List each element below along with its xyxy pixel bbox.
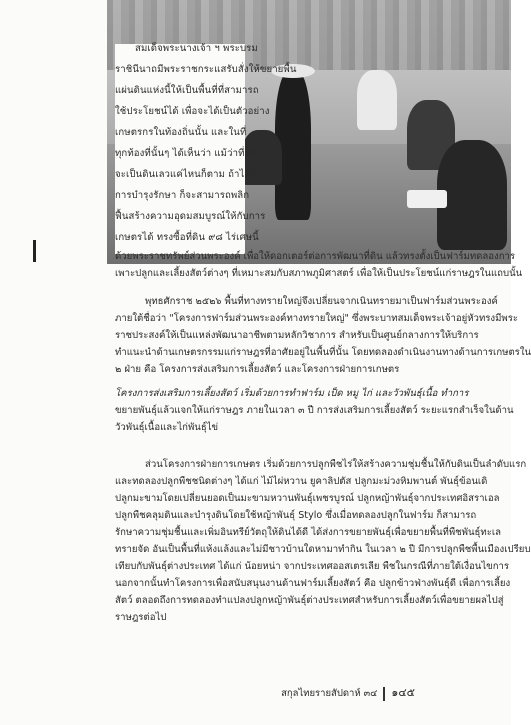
text-line: พุทธศักราช ๒๕๒๖ พื้นที่ทางทรายใหญ่จึงเปลี่ยนจากเนินทรายมาเป็นฟาร์มส่วนพระองค์ — [145, 296, 498, 307]
caption-line: ฟื้นสร้างความอุดมสมบูรณ์ให้กับการ — [115, 211, 266, 222]
text-line: เพาะปลูกและเลี้ยงสัตว์ต่างๆ ที่เหมาะสมกับสภาพภูมิศาสตร์ เพื่อให้เป็นประโยชน์แก่ราษฎรในแถบนั้น — [115, 268, 523, 279]
text-line: ๒ ฝ่าย คือ โครงการส่งเสริมการเลี้ยงสัตว์ และโครงการฝ่ายการเกษตร — [115, 364, 400, 375]
text-line: ด้วยพระราชทรัพย์ส่วนพระองค์ เพื่อให้ดอกเตอร์ต่อการพัฒนาที่ดิน แล้วทรงตั้งเป็นฟาร์มทดลองการ — [115, 251, 516, 262]
text-line: วัวพันธุ์เนื้อและไก่พันธุ์ไข่ — [115, 422, 219, 433]
caption-line: แผ่นดินแห่งนี้ให้เป็นพื้นที่ที่สามารถ — [115, 85, 259, 96]
text-line: ทรายจัด อันเป็นพื้นที่แห้งแล้งและไม่มีชาวบ้านใดหามาทำกิน ในเวลา ๒ ปี มีการปลูกพืชพื้นเมืองเปรียบ — [115, 544, 531, 555]
footer-divider — [383, 687, 385, 701]
caption-line: ราชินีนาถมีพระราชกระแสรับสั่งให้ขยายพื้น — [115, 64, 297, 75]
text-line: นอกจากนั้นทำโครงการเพื่อสนับสนุนงานด้านฟาร์มเลี้ยงสัตว์ คือ ปลูกข้าวฟ่างพันธุ์ดี เพื่อการเลี้ยง — [115, 578, 511, 589]
text-line: สัตว์ ตลอดถึงการทดลองทำแปลงปลูกหญ้าพันธุ์ต่างประเทศสำหรับการเลี้ยงสัตว์เพื่อขยายผลไปสู่ — [115, 595, 504, 606]
photo-figure-foreground — [437, 140, 507, 250]
caption-line: เกษตรกรในท้องถิ่นนั้น และในที่ — [115, 127, 247, 138]
text-line: เทียบกับพันธุ์ต่างประเทศ ได้แก่ น้อยหน่า จากประเทศออสเตรเลีย พืชในกรณีที่ภายใต้เงื่อนไขการ — [115, 561, 510, 572]
text-line: ขยายพันธุ์แล้วแจกให้แก่ราษฎร ภายในเวลา ๓ ปี การส่งเสริมการเลี้ยงสัตว์ ระยะแรกสำเร็จในด้าน — [115, 405, 514, 416]
text-line: ราชประสงค์ให้เป็นแหล่งพัฒนาอาชีพตามหลักวิชาการ สำหรับเป็นศูนย์กลางการให้บริการ — [115, 330, 479, 341]
paragraph-3 — [115, 385, 514, 436]
text-line: ส่วนโครงการฝ่ายการเกษตร เริ่มด้วยการปลูกพืชไร่ให้สร้างความชุ่มชื้นให้กับดินเป็นลำดับแรก — [145, 459, 527, 470]
page-footer — [281, 683, 415, 701]
text-line: ราษฎรต่อไป — [115, 612, 167, 623]
text-line: ปลูกมะขามโดยเปลี่ยนยอดเป็นมะขามหวานพันธุ์เพชรบูรณ์ ปลูกหญ้าพันธุ์จากประเทศอิสราเอล — [115, 493, 500, 504]
paragraph-1 — [115, 248, 523, 282]
caption-line: การบำรุงรักษา ก็จะสามารถพลิก — [115, 190, 250, 201]
caption-line: ใช้ประโยชน์ได้ เพื่อจะได้เป็นตัวอย่าง — [115, 106, 270, 117]
text-line: และทดลองปลูกพืชชนิดต่างๆ ได้แก่ ไม้ไผ่หวาน ยูคาลิปตัส ปลูกมะม่วงหิมพานต์ พันธุ์ข้อนเดิ — [115, 476, 488, 487]
caption-line: เกษตรได้ ทรงซื้อที่ดิน ๙๘ ไร่เศษนี้ — [115, 232, 259, 243]
paragraph-4 — [115, 456, 531, 626]
text-line: ทำแนะนำด้านเกษตรกรรมแก่ราษฎรที่อาศัยอยู่ในพื้นที่นั้น โดยทดลองดำเนินงานทางด้านการเกษตรใน — [115, 347, 531, 358]
caption-line: สมเด็จพระนางเจ้า ฯ พระบรม — [135, 43, 258, 54]
magazine-title: สกุลไทยรายสัปดาห์ ๓๔ — [281, 688, 378, 699]
photo-object-white — [407, 190, 447, 208]
margin-marker — [33, 240, 36, 262]
text-line: ภายใต้ชื่อว่า "โครงการฟาร์มส่วนพระองค์ทางทรายใหญ่" ซึ่งพระบาทสมเด็จพระเจ้าอยู่หัวทรงมีพระ — [115, 313, 519, 324]
paragraph-2 — [115, 293, 531, 378]
text-line: โครงการส่งเสริมการเลี้ยงสัตว์ เริ่มด้วยการทำฟาร์ม เป็ด หมู ไก่ และวัวพันธุ์เนื้อ ทำการ — [115, 388, 469, 399]
text-line: รักษาความชุ่มชื้นและเพิ่มอินทรีย์วัตถุให้ดินได้ดี ได้ส่งการขยายพันธุ์เพื่อขยายพื้นที่พืชพันธุ์ทะเล — [115, 527, 502, 538]
caption-line: จะเป็นดินเลวแค่ไหนก็ตาม ถ้าได้มี — [115, 169, 258, 180]
text-line: ปลูกพืชคลุมดินและบำรุงดินโดยใช้หญ้าพันธุ์ Stylo ซึ่งเมื่อทดลองปลูกในฟาร์ม ก็สามารถ — [115, 510, 477, 521]
caption-line: ทุกท้องที่นั้นๆ ได้เห็นว่า แม้ว่าที่ดิน — [115, 148, 258, 159]
photo-figure-right — [357, 70, 397, 130]
page-number: ๑๔๕ — [391, 686, 415, 699]
